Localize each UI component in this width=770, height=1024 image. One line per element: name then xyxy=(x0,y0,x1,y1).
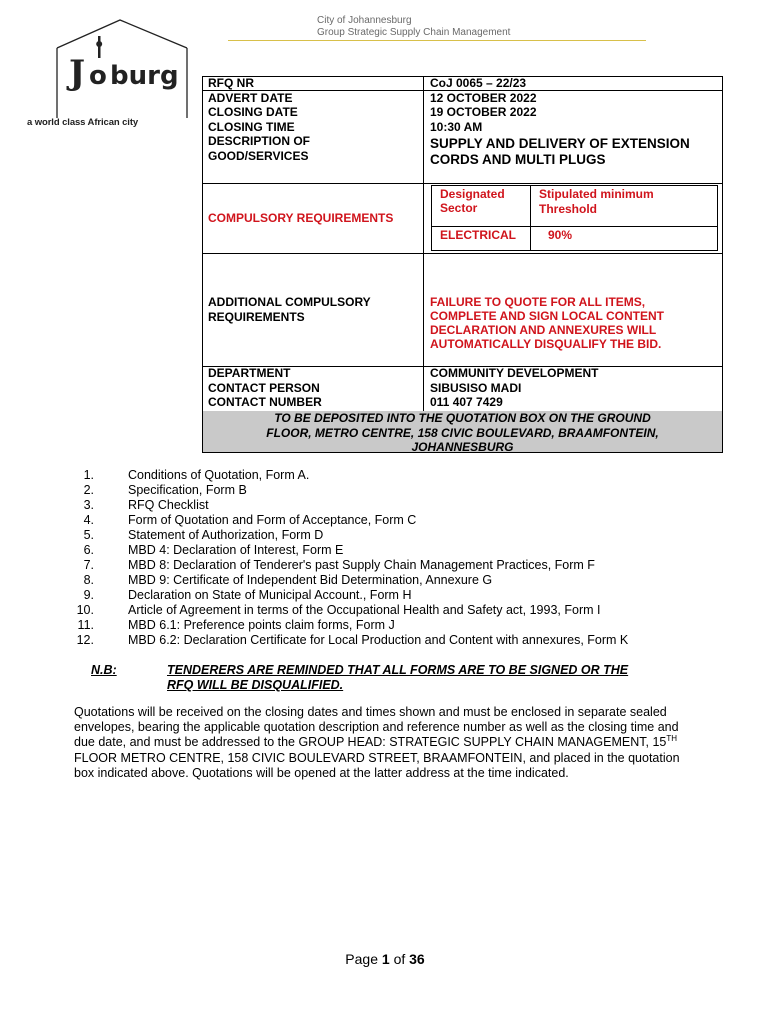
list-item: Specification, Form B xyxy=(128,483,247,497)
deposit-line: TO BE DEPOSITED INTO THE QUOTATION BOX ON THE GROUND xyxy=(274,411,651,425)
list-number: 11. xyxy=(77,618,94,632)
sector-value: ELECTRICAL xyxy=(440,228,516,242)
contact-person-label: CONTACT PERSON xyxy=(208,381,320,395)
description-label: DESCRIPTION OF xyxy=(208,134,311,148)
designated-header: Sector xyxy=(440,201,478,215)
header-rule xyxy=(228,40,646,41)
list-number: 3. xyxy=(83,498,94,512)
header-org: City of Johannesburg xyxy=(317,15,412,26)
list-number: 9. xyxy=(83,588,94,602)
joburg-logo xyxy=(55,18,189,118)
list-item: Form of Quotation and Form of Acceptance, Form C xyxy=(128,513,417,527)
nb-text: RFQ WILL BE DISQUALIFIED. xyxy=(167,678,344,692)
advert-date-value: 12 OCTOBER 2022 xyxy=(430,91,537,105)
rfq-table-divider xyxy=(423,76,424,411)
threshold-value: 90% xyxy=(548,228,573,242)
header-dept: Group Strategic Supply Chain Management xyxy=(317,27,511,38)
contact-person-value: SIBUSISO MADI xyxy=(430,381,522,395)
inner-divider xyxy=(530,185,531,251)
additional-requirements-label: ADDITIONAL COMPULSORY xyxy=(208,295,371,309)
department-value: COMMUNITY DEVELOPMENT xyxy=(430,366,599,380)
svg-text:J: J xyxy=(69,53,86,93)
inner-divider xyxy=(431,226,718,227)
list-number: 6. xyxy=(83,543,94,557)
closing-date-label: CLOSING DATE xyxy=(208,105,298,119)
page-word: Page xyxy=(345,951,378,967)
description-label: GOOD/SERVICES xyxy=(208,149,309,163)
list-item: Article of Agreement in terms of the Occupational Health and Safety act, 1993, Form I xyxy=(128,603,601,617)
additional-requirements-label: REQUIREMENTS xyxy=(208,310,305,324)
additional-requirements-value: AUTOMATICALLY DISQUALIFY THE BID. xyxy=(430,337,662,351)
additional-requirements-value: COMPLETE AND SIGN LOCAL CONTENT xyxy=(430,309,664,323)
description-value: SUPPLY AND DELIVERY OF EXTENSION xyxy=(430,136,690,151)
list-item: Statement of Authorization, Form D xyxy=(128,528,324,542)
list-number: 4. xyxy=(83,513,94,527)
list-number: 7. xyxy=(83,558,94,572)
page-total: 36 xyxy=(409,951,425,967)
list-item: MBD 6.1: Preference points claim forms, Form J xyxy=(128,618,395,632)
closing-time-label: CLOSING TIME xyxy=(208,120,295,134)
rfq-nr-value: CoJ 0065 – 22/23 xyxy=(430,76,527,90)
deposit-instructions xyxy=(203,411,722,455)
deposit-line: FLOOR, METRO CENTRE, 158 CIVIC BOULEVARD, BRAAMFONTEIN, xyxy=(266,425,659,440)
threshold-header: Stipulated minimum xyxy=(539,187,654,201)
page-number: 1 xyxy=(381,951,390,967)
deposit-line: JOHANNESBURG xyxy=(411,440,514,454)
list-item: Conditions of Quotation, Form A. xyxy=(128,468,310,482)
page-footer xyxy=(0,951,770,967)
additional-requirements-value: DECLARATION AND ANNEXURES WILL xyxy=(430,323,657,337)
paragraph-line xyxy=(74,735,706,750)
ordinal-suffix: TH xyxy=(666,734,678,744)
paragraph-line: box indicated above. Quotations will be opened at the latter address at the time indicated. xyxy=(74,765,569,780)
svg-text:burg: burg xyxy=(110,61,179,91)
compulsory-requirements-label: COMPULSORY REQUIREMENTS xyxy=(208,211,394,225)
list-number: 5. xyxy=(83,528,94,542)
closing-time-value: 10:30 AM xyxy=(430,120,483,134)
joburg-logo-graphic xyxy=(55,18,189,118)
list-item: MBD 8: Declaration of Tenderer's past Supply Chain Management Practices, Form F xyxy=(128,558,595,572)
paragraph-line: Quotations will be received on the closing dates and times shown and must be enclosed in separate sealed xyxy=(74,705,667,719)
list-item: MBD 4: Declaration of Interest, Form E xyxy=(128,543,344,557)
nb-text: TENDERERS ARE REMINDED THAT ALL FORMS ARE TO BE SIGNED OR THE xyxy=(167,663,629,677)
contact-number-label: CONTACT NUMBER xyxy=(208,395,322,409)
list-number: 1. xyxy=(83,468,94,482)
logo-tagline: a world class African city xyxy=(27,117,139,128)
threshold-header: Threshold xyxy=(539,202,598,216)
svg-text:o: o xyxy=(89,61,107,91)
closing-date-value: 19 OCTOBER 2022 xyxy=(430,105,537,119)
list-number: 12. xyxy=(76,633,94,647)
designated-header: Designated xyxy=(440,187,505,201)
list-number: 2. xyxy=(83,483,94,497)
advert-date-label: ADVERT DATE xyxy=(208,91,293,105)
paragraph-text: due date, and must be addressed to the GROUP HEAD: STRATEGIC SUPPLY CHAIN MANAGEMENT, 15 xyxy=(74,735,667,750)
paragraph-line: envelopes, bearing the applicable quotation description and reference number as well as the closing time and xyxy=(74,720,679,735)
description-value: CORDS AND MULTI PLUGS xyxy=(430,152,606,167)
rfq-nr-label: RFQ NR xyxy=(208,76,254,90)
list-item: MBD 9: Certificate of Independent Bid Determination, Annexure G xyxy=(128,573,493,587)
list-item: RFQ Checklist xyxy=(128,498,209,512)
additional-requirements-value: FAILURE TO QUOTE FOR ALL ITEMS, xyxy=(430,295,646,309)
row-rule xyxy=(202,183,723,184)
row-rule xyxy=(202,253,723,254)
nb-label: N.B: xyxy=(91,663,117,677)
submission-paragraph xyxy=(74,705,706,781)
list-item: Declaration on State of Municipal Account., Form H xyxy=(128,588,412,602)
contact-number-value: 011 407 7429 xyxy=(430,395,503,409)
paragraph-line: FLOOR METRO CENTRE, 158 CIVIC BOULEVARD STREET, BRAAMFONTEIN, and placed in the quotation xyxy=(74,750,680,765)
list-item: MBD 6.2: Declaration Certificate for Local Production and Content with annexures, Form K xyxy=(128,633,629,647)
department-label: DEPARTMENT xyxy=(208,366,291,380)
list-number: 10. xyxy=(76,603,94,617)
list-number: 8. xyxy=(83,573,94,587)
of-word: of xyxy=(393,951,406,967)
